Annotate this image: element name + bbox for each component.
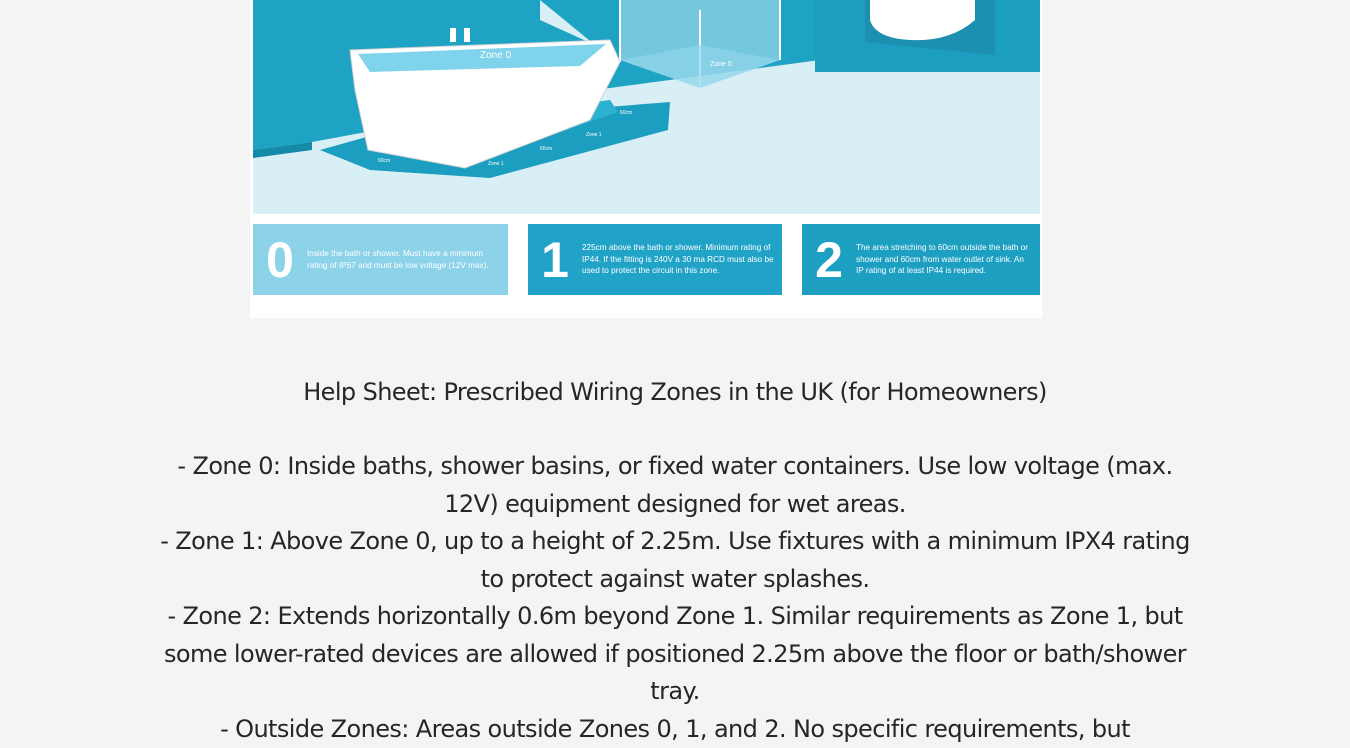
floor-label: 60cm [378,158,390,164]
floor-label: Zone 1 [586,132,602,138]
bath-tap [450,28,456,42]
zone-1-number: 1 [528,235,582,285]
zone-1-rule: - Zone 1: Above Zone 0, up to a height of 2.25m. Use fixtures with a minimum IPX4 rating to protect against water splashes. [150,523,1200,598]
zone-0-description: Inside the bath or shower. Must have a minimum rating of IP67 and must be low voltage (12V max). [307,248,508,271]
outside-zones-rule: - Outside Zones: Areas outside Zones 0, 1, and 2. No specific requirements, but [150,711,1200,748]
zone-2-number: 2 [802,235,856,285]
floor-label: Zone 1 [488,161,504,167]
zone-2-rule: - Zone 2: Extends horizontally 0.6m beyond Zone 1. Similar requirements as Zone 1, but some lower-rated devices are allowed if positioned 2.25m above the floor or bath/shower tray. [150,598,1200,711]
bathroom-zones-illustration [250,0,1042,318]
shower-zone-label: Zone 0 [710,61,732,68]
zone-2-card [802,224,1040,295]
zone-0-card [253,224,508,295]
help-sheet-title: Help Sheet: Prescribed Wiring Zones in the UK (for Homeowners) [150,374,1200,410]
zone-1-card [528,224,782,295]
floor-label: 60cm [540,146,552,152]
help-sheet [150,374,1200,748]
bath-zone-label: Zone 0 [480,50,512,61]
zone-2-description: The area stretching to 60cm outside the bath or shower and 60cm from water outlet of sink. An IP rating of at least IP44 is required. [856,242,1040,277]
zone-0-number: 0 [253,235,307,285]
zone-0-rule: - Zone 0: Inside baths, shower basins, or fixed water containers. Use low voltage (max. 12V) equipment designed for wet areas. [150,448,1200,523]
zone-1-description: 225cm above the bath or shower. Minimum rating of IP44. If the fitting is 240V a 30 ma RCD must also be used to protect the circuit in this zone. [582,242,782,277]
floor-label: 60cm [620,110,632,116]
